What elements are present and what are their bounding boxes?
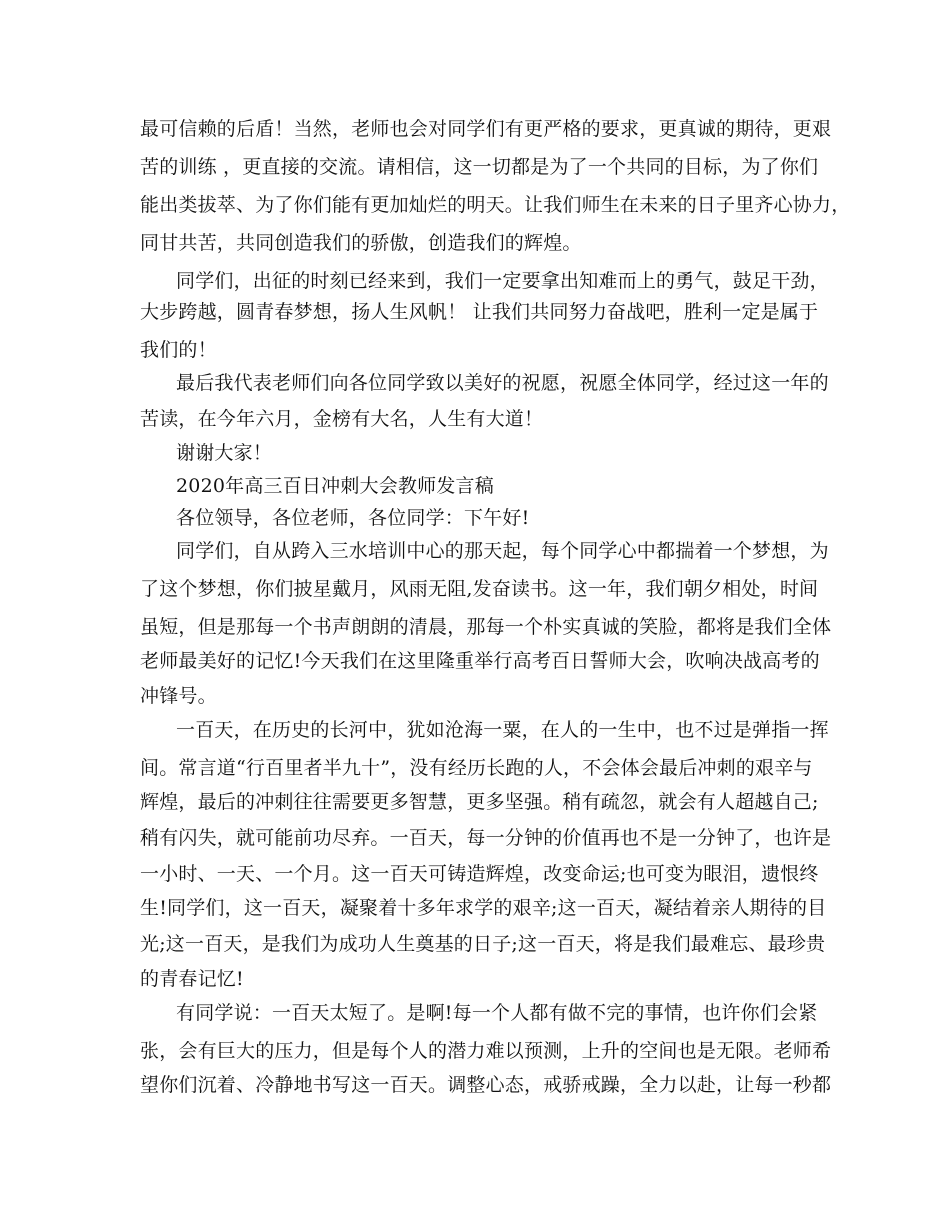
text-line: 老师最美好的记忆!今天我们在这里隆重举行高考百日誓师大会，吹响决战高考的 — [140, 650, 820, 672]
paragraph-start-line: 同学们，出征的时刻已经来到，我们一定要拿出知难而上的勇气，鼓足干劲， — [176, 270, 829, 292]
text-line: 我们的！ — [140, 339, 217, 361]
section-title: 2020年高三百日冲刺大会教师发言稿 — [176, 475, 494, 497]
text-line: 间。常言道“行百里者半九十”，没有经历长跑的人，不会体会最后冲刺的艰辛与 — [140, 757, 813, 779]
text-line: 光;这一百天，是我们为成功人生奠基的日子;这一百天，将是我们最难忘、最珍贵 — [140, 933, 826, 955]
text-line: 了这个梦想，你们披星戴月，风雨无阻,发奋读书。这一年，我们朝夕相处，时间 — [140, 578, 819, 600]
text-line: 大步跨越，圆青春梦想，扬人生风帆！ 让我们共同努力奋战吧，胜利一定是属于 — [140, 301, 819, 323]
text-line: 一小时、一天、一个月。这一百天可铸造辉煌，改变命运;也可变为眼泪，遗恨终 — [140, 863, 819, 885]
text-line: 冲锋号。 — [140, 685, 217, 707]
text-line: 辉煌，最后的冲刺往往需要更多智慧，更多坚强。稍有疏忽，就会有人超越自己; — [140, 791, 819, 813]
paragraph-start-line: 谢谢大家！ — [176, 442, 273, 464]
text-line: 稍有闪失，就可能前功尽弃。一百天，每一分钟的价值再也不是一分钟了，也许是 — [140, 827, 832, 849]
paragraph-start-line: 有同学说：一百天太短了。是啊!每一个人都有做不完的事情，也许你们会紧 — [176, 1002, 818, 1024]
text-line: 望你们沉着、冷静地书写这一百天。调整心态，戒骄戒躁，全力以赴，让每一秒都 — [140, 1074, 832, 1096]
text-line: 的青春记忆! — [140, 968, 244, 990]
text-line: 生!同学们，这一百天，凝聚着十多年求学的艰辛;这一百天，凝结着亲人期待的目 — [140, 897, 827, 919]
text-line: 同甘共苦，共同创造我们的骄傲，创造我们的辉煌。 — [140, 232, 582, 254]
text-line: 苦的训练 ，更直接的交流。请相信，这一切都是为了一个共同的目标，为了你们 — [140, 156, 819, 178]
text-line: 张，会有巨大的压力，但是每个人的潜力难以预测，上升的空间也是无限。老师希 — [140, 1040, 832, 1062]
text-line: 虽短，但是那每一个书声朗朗的清晨，那每一个朴实真诚的笑脸，都将是我们全体 — [140, 616, 832, 638]
paragraph-start-line: 最后我代表老师们向各位同学致以美好的祝愿，祝愿全体同学，经过这一年的 — [176, 372, 829, 394]
salutation: 各位领导，各位老师，各位同学：下午好! — [176, 507, 530, 529]
text-line: 最可信赖的后盾！当然，老师也会对同学们有更严格的要求，更真诚的期待，更艰 — [140, 118, 832, 140]
text-line: 能出类拔萃、为了你们能有更加灿烂的明天。让我们师生在未来的日子里齐心协力， — [140, 194, 851, 216]
text-line: 苦读，在今年六月，金榜有大名，人生有大道！ — [140, 408, 544, 430]
paragraph-start-line: 同学们，自从跨入三水培训中心的那天起，每个同学心中都揣着一个梦想，为 — [176, 540, 829, 562]
paragraph-start-line: 一百天，在历史的长河中，犹如沧海一粟，在人的一生中，也不过是弹指一挥 — [176, 719, 829, 741]
